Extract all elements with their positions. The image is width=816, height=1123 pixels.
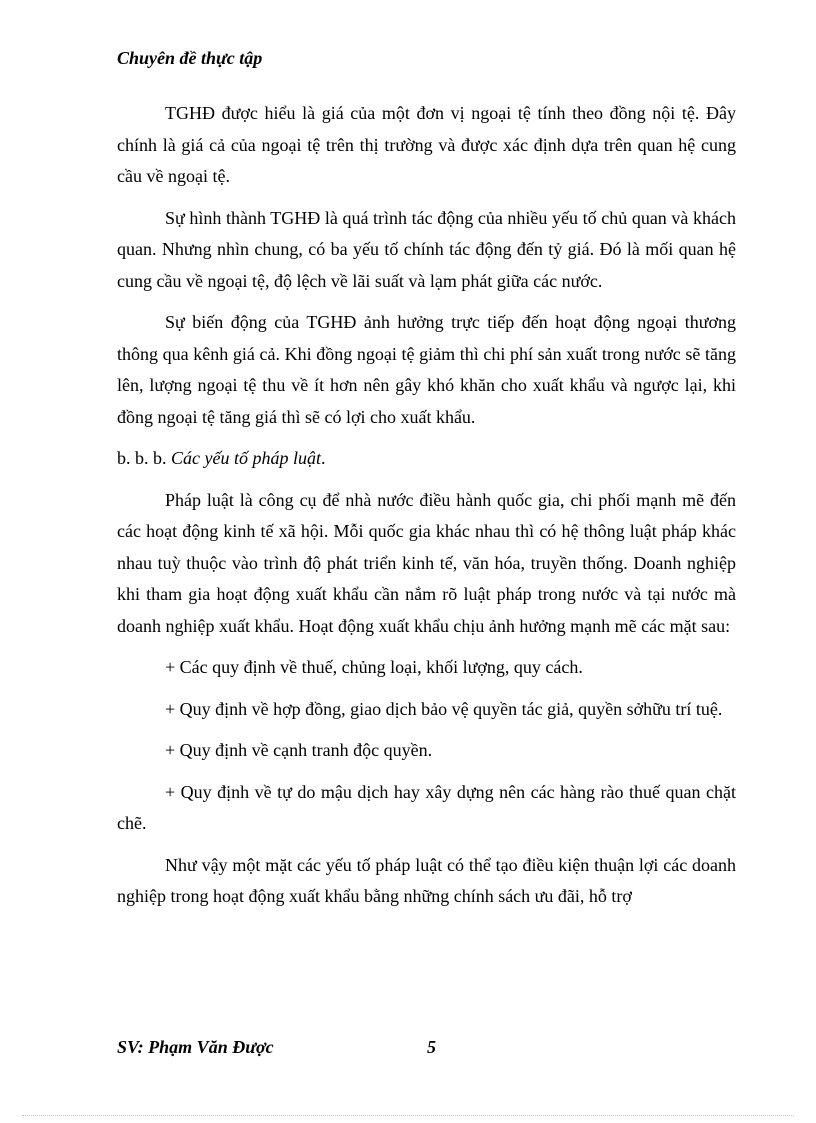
- paragraph-exchange-rate-definition: TGHĐ được hiểu là giá của một đơn vị ngoại tệ tính theo đồng nội tệ. Đây chính là giá cả của ngoại tệ trên thị trường và được xác định dựa trên quan hệ cung cầu về ngoại tệ.: [117, 103, 736, 186]
- bullet-item: + Quy định về tự do mậu dịch hay xây dựng nên các hàng rào thuế quan chặt chẽ.: [117, 781, 736, 833]
- subheading-number: b. b. b.: [117, 448, 167, 468]
- paragraph-exchange-rate-impact: Sự biến động của TGHĐ ảnh hưởng trực tiếp đến hoạt động ngoại thương thông qua kênh giá cả. Khi đồng ngoại tệ giảm thì chi phí sản xuất trong nước sẽ tăng lên, lượng ngoại tệ thu về ít hơn nên gây khó khăn cho xuất khẩu và ngược lại, khi đồng ngoại tệ tăng giá thì sẽ có lợi cho xuất khẩu.: [117, 312, 736, 427]
- subheading-suffix: .: [320, 448, 326, 468]
- subheading-title: Các yếu tố pháp luật: [171, 448, 321, 468]
- bullet-item: + Quy định về hợp đồng, giao dịch bảo vệ quyền tác giả, quyền sởhữu trí tuệ.: [165, 698, 723, 719]
- document-body: [117, 98, 736, 913]
- page-header-title: Chuyên đề thực tập: [117, 48, 263, 68]
- footer-student-name: SV: Phạm Văn Được: [117, 1037, 274, 1057]
- bullet-item: + Các quy định về thuế, chủng loại, khối lượng, quy cách.: [165, 657, 583, 677]
- bullet-item: + Quy định về cạnh tranh độc quyền.: [165, 740, 433, 760]
- subheading-legal-factors: [117, 443, 736, 475]
- paragraph-exchange-rate-formation: Sự hình thành TGHĐ là quá trình tác động của nhiều yếu tố chủ quan và khách quan. Nhưng nhìn chung, có ba yếu tố chính tác động đến tỷ giá. Đó là mối quan hệ cung cầu về ngoại tệ, độ lệch về lãi suất và lạm phát giữa các nước.: [117, 207, 736, 291]
- paragraph-closing: Như vậy một mặt các yếu tố pháp luật có thể tạo điều kiện thuận lợi các doanh nghiệp trong hoạt động xuất khẩu bằng những chính sách ưu đãi, hỗ trợ: [117, 854, 736, 906]
- footer-page-number: 5: [427, 1037, 436, 1057]
- paragraph-legal-factors: Pháp luật là công cụ để nhà nước điều hành quốc gia, chi phối mạnh mẽ đến các hoạt động kinh tế xã hội. Mỗi quốc gia khác nhau thì có hệ thông luật pháp khác nhau tuỳ thuộc vào trình độ phát triển kinh tế, văn hóa, truyền thống. Doanh nghiệp khi tham gia hoạt động xuất khẩu cần nắm rõ luật pháp trong nước và tại nước mà doanh nghiệp xuất khẩu. Hoạt động xuất khẩu chịu ảnh hưởng mạnh mẽ các mặt sau:: [117, 489, 736, 636]
- page-bottom-divider: [22, 1115, 794, 1116]
